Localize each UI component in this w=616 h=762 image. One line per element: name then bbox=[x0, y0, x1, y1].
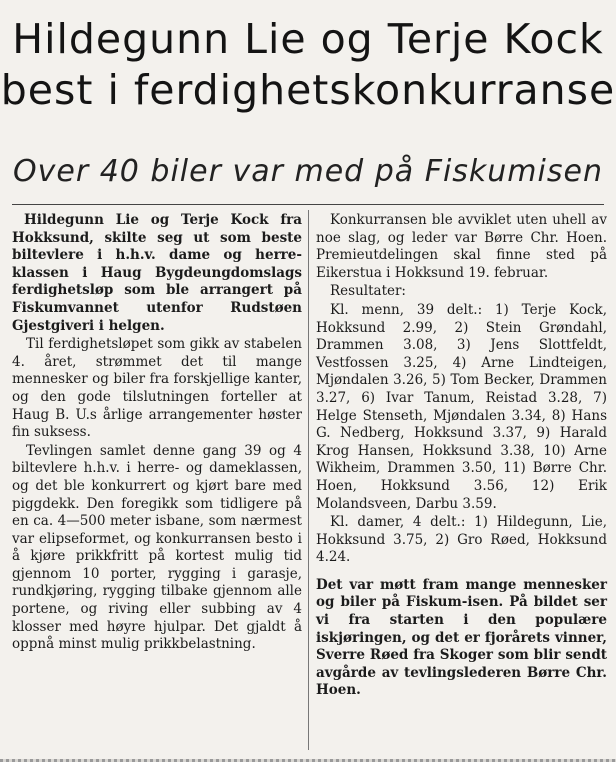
women-results: Kl. damer, 4 delt.: 1) Hildegunn, Lie, Hokksund 3.75, 2) Gro Røed, Hokksund 4.24. bbox=[316, 514, 607, 566]
header-rule bbox=[12, 204, 604, 205]
headline-line-1: Hildegunn Lie og Terje Kock bbox=[12, 15, 604, 63]
right-column bbox=[316, 212, 607, 701]
subheadline: Over 40 biler var med på Fiskumisen bbox=[13, 154, 603, 189]
body-paragraph-3: Tevlingen samlet denne gang 39 og 4 biltevlere h.h.v. i herre- og dameklassen, og det ble konkurrert og kjørt bare med piggdekk. Den foregikk som tidligere på en ca. 4—500 meter isbane, som nærmest var elipseformet, og konkurransen besto i å kjøre prikkfritt på kortest mulig tid gjennom 10 porter, rygging i garasje, rundkjøring, rygging tilbake gjennom alle portene, og riving eller subbing av 4 klosser med høyre hjulpar. Det gjaldt å oppnå minst mulig prikkbelastning. bbox=[12, 442, 302, 653]
lead-paragraph: Hildegunn Lie og Terje Kock fra Hokksund, skilte seg ut som beste biltevlere i h.h.v. dame og herre-klassen i Haug Bygdeungdomslags ferdighetsløp som ble arrangert på Fiskumvannet utenfor Rudstøen Gjestgiveri i helgen. bbox=[12, 212, 302, 334]
left-column bbox=[12, 212, 302, 655]
results-heading: Resultater: bbox=[330, 283, 406, 300]
headline-line-2: best i ferdighetskonkurranse bbox=[0, 66, 616, 114]
body-paragraph-2: Til ferdighetsløpet som gikk av stabelen 4. året, strømmet det til mange mennesker og biler fra forskjellige kanter, og den gode tilslutningen forteller at Haug B. U.s årlige arrangementer høster fin suksess. bbox=[12, 336, 302, 441]
headline bbox=[0, 14, 616, 116]
column-divider bbox=[308, 210, 309, 750]
organizer-paragraph: Konkurransen ble avviklet uten uhell av noe slag, og leder var Børre Chr. Hoen. Premieutdelingen skal finne sted på Eikerstua i Hokksund 19. februar. bbox=[316, 212, 607, 281]
photo-caption: Det var møtt fram mange mennesker og biler på Fiskum-isen. På bildet ser vi fra starten i den populære iskjøringen, og det er fjorårets vinner, Sverre Røed fra Skoger som blir sendt avgårde av tevlingslederen Børre Chr. Hoen. bbox=[316, 576, 607, 699]
men-results: Kl. menn, 39 delt.: 1) Terje Kock, Hokksund 2.99, 2) Stein Grøndahl, Drammen 3.08, 3) Jens Slottfeldt, Vestfossen 3.25, 4) Arne Lindteigen, Mjøndalen 3.26, 5) Tom Becker, Drammen 3.27, 6) Ivar Tanum, Reistad 3.28, 7) Helge Stenseth, Mjøndalen 3.34, 8) Hans G. Nedberg, Hokksund 3.37, 9) Harald Krog Hansen, Hokksund 3.38, 10) Arne Wikheim, Drammen 3.50, 11) Børre Chr. Hoen, Hokksund 3.56, 12) Erik Molandsveen, Darbu 3.59. bbox=[316, 301, 607, 512]
